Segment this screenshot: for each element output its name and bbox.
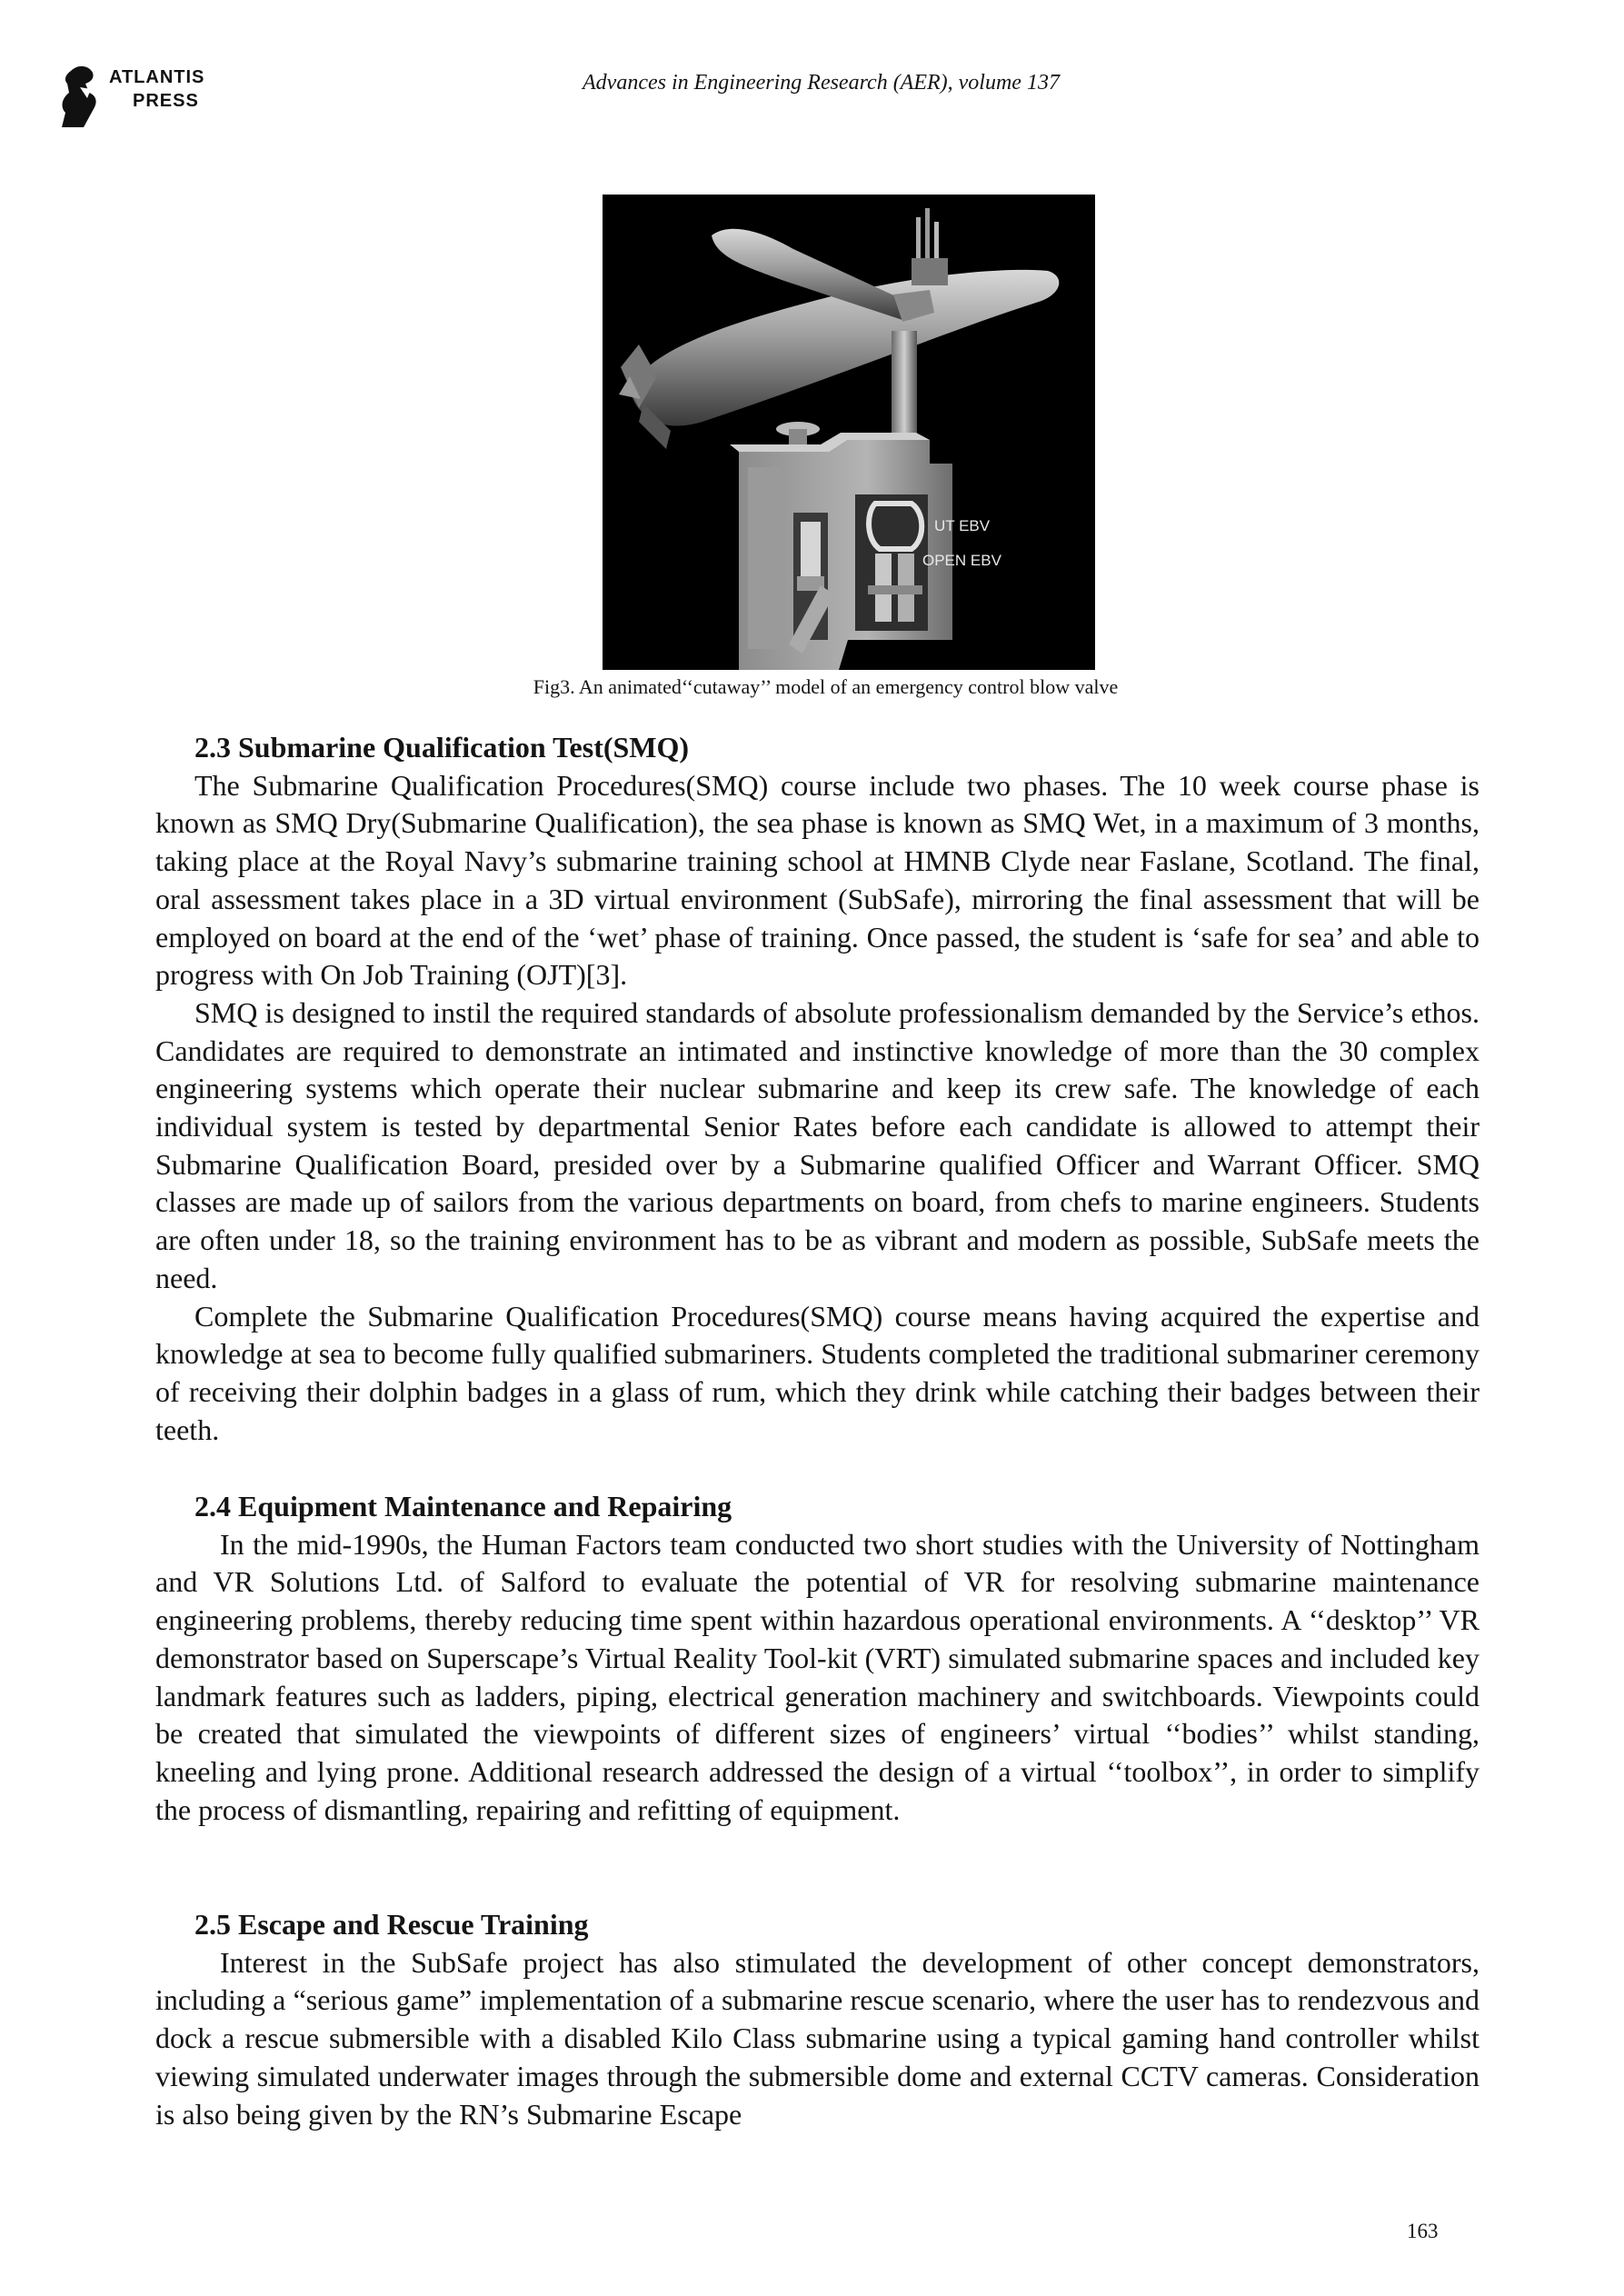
section-2-4	[155, 1488, 1480, 1829]
paragraph: Complete the Submarine Qualification Procedures(SMQ) course means having acquired the expertise and knowledge at sea to become fully qualified submariners. Students completed the traditional submariner ceremony of receiving their dolphin badges in a glass of rum, which they drink while catching their badges between their teeth.	[155, 1299, 1480, 1446]
paragraph: In the mid-1990s, the Human Factors team conducted two short studies with the University of Nottingham and VR Solutions Ltd. of Salford to evaluate the potential of VR for resolving submarine maintenance engineering problems, thereby reducing time spent within hazardous operational environments. A ‘‘desktop’’ VR demonstrator based on Superscape’s Virtual Reality Tool-kit (VRT) simulated submarine spaces and included key landmark features such as ladders, piping, electrical generation machinery and switchboards. Viewpoints could be created that simulated the viewpoints of different sizes of engineers’ virtual ‘‘bodies’’ whilst standing, kneeling and lying prone. Additional research addressed the design of a virtual ‘‘toolbox’’, in order to simplify the process of dismantling, repairing and refitting of equipment.	[155, 1527, 1480, 1826]
section-heading: 2.4 Equipment Maintenance and Repairing	[194, 1490, 732, 1522]
figure-caption: Fig3. An animated‘‘cutaway’’ model of an emergency control blow valve	[533, 675, 1119, 698]
figure-label-close-ebv: UT EBV	[934, 517, 991, 534]
paragraph: Interest in the SubSafe project has also stimulated the development of other concept demonstrators, including a “serious game” implementation of a submarine rescue scenario, where the user has to rendezvous and dock a rescue submersible with a disabled Kilo Class submarine using a typical gaming hand controller whilst viewing simulated underwater images through the submersible dome and external CCTV cameras. Consideration is also being given by the RN’s Submarine Escape	[155, 1945, 1480, 2131]
paragraph: The Submarine Qualification Procedures(SMQ) course include two phases. The 10 week course phase is known as SMQ Dry(Submarine Qualification), the sea phase is known as SMQ Wet, in a maximum of 3 months, taking place at the Royal Navy’s submarine training school at HMNB Clyde near Faslane, Scotland. The final, oral assessment takes place in a 3D virtual environment (SubSafe), mirroring the final assessment that will be employed on board at the end of the ‘wet’ phase of training. Once passed, the student is ‘safe for sea’ and able to progress with On Job Training (OJT)[3].	[155, 768, 1480, 992]
section-heading: 2.5 Escape and Rescue Training	[194, 1908, 589, 1941]
figure-label-open-ebv: OPEN EBV	[922, 552, 1001, 569]
section-heading: 2.3 Submarine Qualification Test(SMQ)	[194, 731, 690, 764]
section-2-5	[155, 1906, 1480, 2133]
logo-line-2: PRESS	[133, 91, 199, 111]
logo-line-1: ATLANTIS	[109, 67, 205, 87]
page-number: 163	[1407, 2220, 1439, 2242]
paragraph: SMQ is designed to instil the required standards of absolute professionalism demanded by the Service’s ethos. Candidates are required to demonstrate an intimated and instinctive knowledge of more than the 30 complex engineering systems which operate their nuclear submarine and keep its crew safe. The knowledge of each individual system is tested by departmental Senior Rates before each candidate is allowed to attempt their Submarine Qualification Board, presided over by a Submarine qualified Officer and Warrant Officer. SMQ classes are made up of sailors from the various departments on board, from chefs to marine engineers. Students are often under 18, so the training environment has to be as vibrant and modern as possible, SubSafe meets the need.	[155, 995, 1480, 1294]
running-header: Advances in Engineering Research (AER), volume 137	[583, 71, 1060, 95]
figure-cutaway-valve-image	[603, 195, 1095, 670]
section-2-3	[155, 729, 1480, 1449]
